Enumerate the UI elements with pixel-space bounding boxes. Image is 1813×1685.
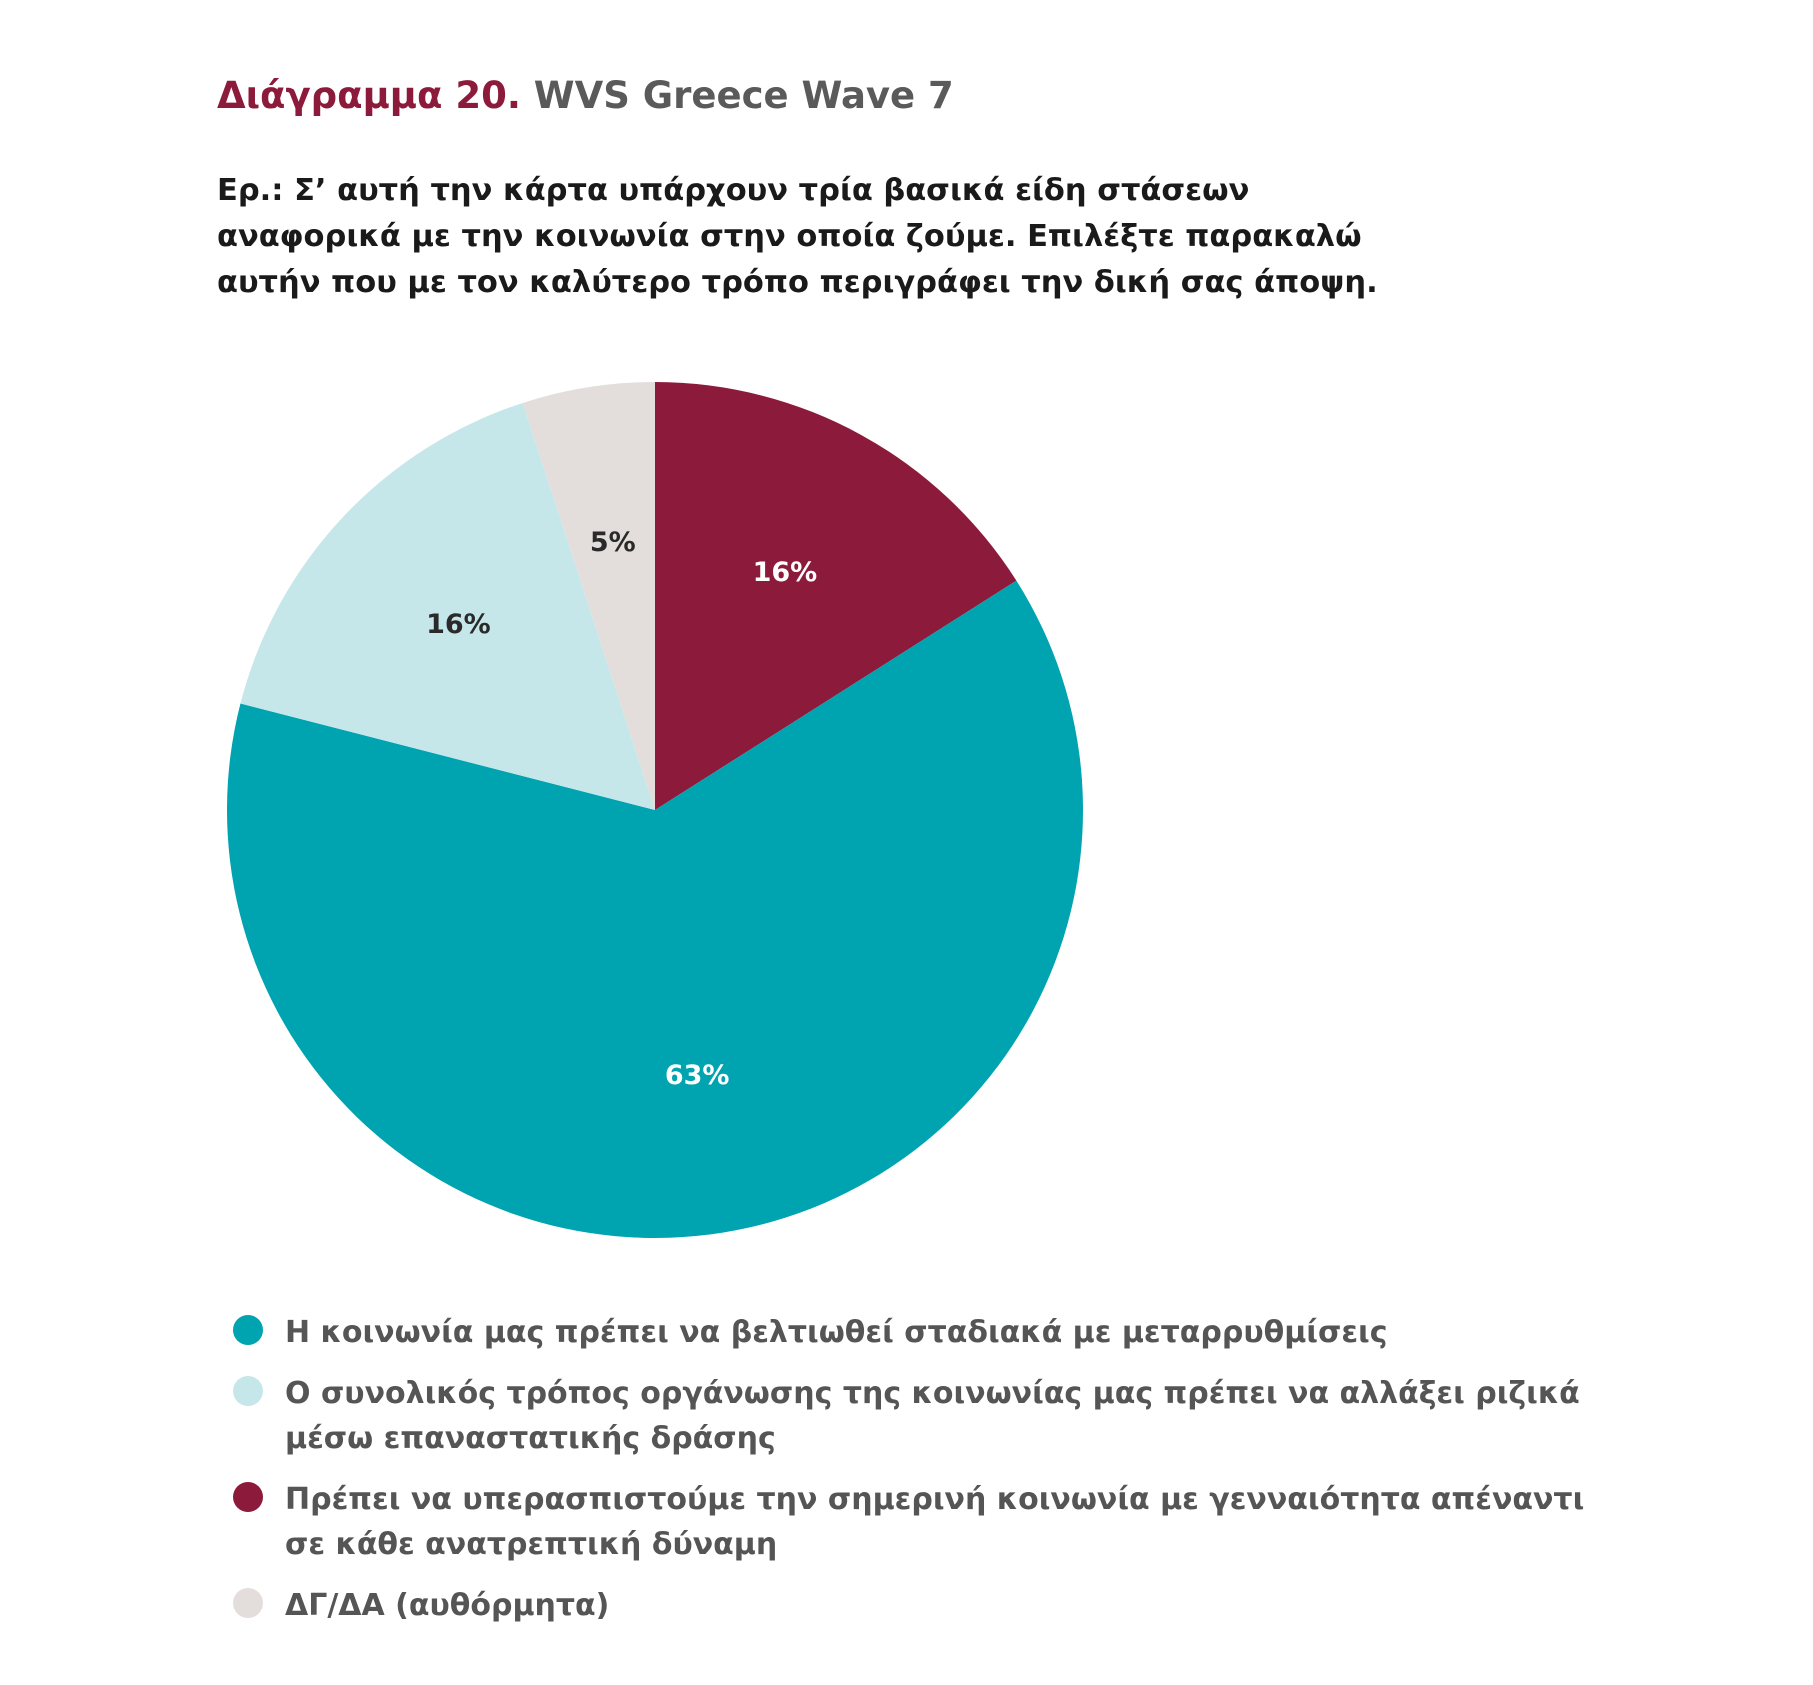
pie-slice-value-label: 5% [589, 527, 636, 559]
pie-slice-value-label: 63% [664, 1059, 730, 1091]
survey-question: Ερ.: Σ’ αυτή την κάρτα υπάρχουν τρία βασικά είδη στάσεων αναφορικά με την κοινωνία στην οποία ζούμε. Επιλέξτε παρακαλώ αυτήν που με τον καλύτερο τρόπο περιγράφει την δική σας άποψη. [217, 173, 1378, 300]
legend-label: Η κοινωνία μας πρέπει να βελτιωθεί σταδιακά με μεταρρυθμίσεις [285, 1315, 1388, 1350]
legend-label: Ο συνολικός τρόπος οργάνωσης της κοινωνίας μας πρέπει να αλλάξει ριζικά μέσω επαναστατικής δράσης [285, 1376, 1580, 1456]
pie-slice-value-label: 16% [752, 557, 818, 589]
chart-legend [233, 1310, 1633, 1644]
chart-number-label: Διάγραμμα 20. [217, 74, 521, 117]
legend-swatch [233, 1588, 263, 1618]
legend-item-revolutionary-change [233, 1371, 1633, 1461]
chart-title-text: WVS Greece Wave 7 [533, 74, 954, 117]
pie-slice-value-label: 16% [426, 608, 491, 640]
legend-label: ΔΓ/ΔΑ (αυθόρμητα) [285, 1588, 610, 1623]
legend-item-defend-society [233, 1477, 1633, 1567]
legend-swatch [233, 1482, 263, 1512]
legend-item-dont-know [233, 1583, 1633, 1628]
legend-label: Πρέπει να υπερασπιστούμε την σημερινή κοινωνία με γενναιότητα απέναντι σε κάθε ανατρεπτική δύναμη [285, 1482, 1585, 1562]
legend-swatch [233, 1376, 263, 1406]
legend-item-gradual-reform [233, 1310, 1633, 1355]
legend-swatch [233, 1315, 263, 1345]
